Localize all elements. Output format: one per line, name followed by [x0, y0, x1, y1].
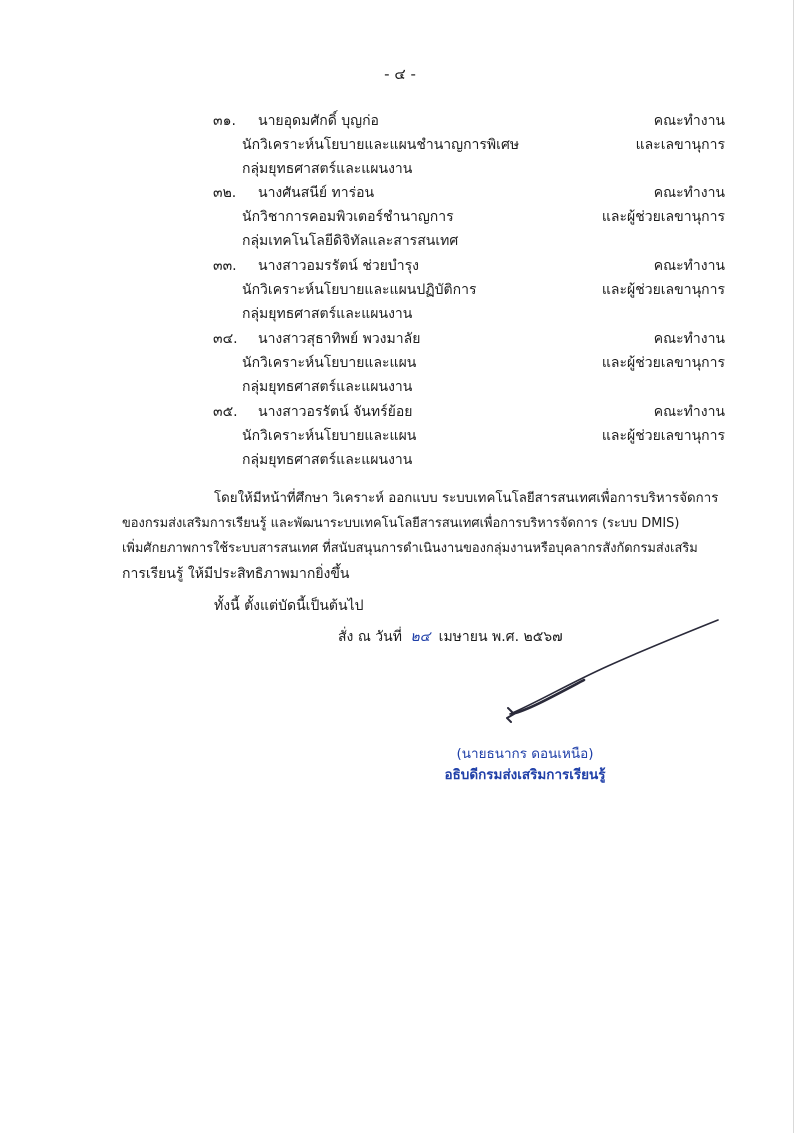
member-position: นักวิเคราะห์นโยบายและแผนชำนาญการพิเศษ [242, 137, 520, 153]
member-name: นายอุดมศักดิ์ บุญก่อ [258, 113, 379, 129]
member-role-secondary: และเลขานุการ [635, 137, 725, 153]
member-number: ๓๓. [213, 258, 237, 274]
order-date-suffix: เมษายน พ.ศ. ๒๕๖๗ [438, 629, 563, 645]
member-number: ๓๑. [213, 113, 236, 129]
member-role-secondary: และผู้ช่วยเลขานุการ [601, 282, 725, 298]
member-role: คณะทำงาน [653, 185, 725, 201]
order-date-day: ๒๔ [410, 629, 431, 645]
member-position: นักวิชาการคอมพิวเตอร์ชำนาญการ [242, 209, 454, 225]
member-name: นางสาวสุธาทิพย์ พวงมาลัย [258, 331, 421, 347]
handwritten-signature [498, 614, 728, 729]
member-group: กลุ่มเทคโนโลยีดิจิทัลและสารสนเทศ [242, 233, 459, 249]
member-role-secondary: และผู้ช่วยเลขานุการ [601, 428, 725, 444]
member-name: นางศันสนีย์ ทาร่อน [258, 185, 375, 201]
member-position: นักวิเคราะห์นโยบายและแผนปฏิบัติการ [242, 282, 477, 298]
member-group: กลุ่มยุทธศาสตร์และแผนงาน [242, 161, 413, 177]
member-number: ๓๒. [213, 185, 237, 201]
member-role-secondary: และผู้ช่วยเลขานุการ [601, 355, 725, 371]
member-number: ๓๕. [213, 404, 238, 420]
member-role: คณะทำงาน [653, 404, 725, 420]
paragraph-line: การเรียนรู้ ให้มีประสิทธิภาพมากยิ่งขึ้น [122, 566, 350, 582]
member-role-secondary: และผู้ช่วยเลขานุการ [601, 209, 725, 225]
member-group: กลุ่มยุทธศาสตร์และแผนงาน [242, 306, 413, 322]
member-role: คณะทำงาน [653, 113, 725, 129]
member-position: นักวิเคราะห์นโยบายและแผน [242, 428, 417, 444]
member-role: คณะทำงาน [653, 258, 725, 274]
member-position: นักวิเคราะห์นโยบายและแผน [242, 355, 417, 371]
paragraph-line: โดยให้มีหน้าที่ศึกษา วิเคราะห์ ออกแบบ ระบบเทคโนโลยีสารสนเทศเพื่อการบริหารจัดการ [214, 491, 719, 506]
member-name: นางสาวอมรรัตน์ ช่วยบำรุง [258, 258, 419, 274]
member-group: กลุ่มยุทธศาสตร์และแผนงาน [242, 379, 413, 395]
paragraph-line: ของกรมส่งเสริมการเรียนรู้ และพัฒนาระบบเทคโนโลยีสารสนเทศเพื่อการบริหารจัดการ (ระบบ DMIS) [122, 516, 680, 531]
member-name: นางสาวอรรัตน์ จันทร์ย้อย [258, 404, 413, 420]
paragraph-line: เพิ่มศักยภาพการใช้ระบบสารสนเทศ ที่สนับสนุนการดำเนินงานของกลุ่มงานหรือบุคลากรสังกัดกรมส่งเสริม [122, 541, 698, 556]
member-number: ๓๔. [213, 331, 238, 347]
page-edge [793, 0, 794, 1133]
effective-statement: ทั้งนี้ ตั้งแต่บัดนี้เป็นต้นไป [214, 598, 364, 614]
order-date-prefix: สั่ง ณ วันที่ [338, 629, 402, 645]
signer-name: (นายธนากร ดอนเหนือ) [456, 746, 594, 762]
member-role: คณะทำงาน [653, 331, 725, 347]
page-number: - ๔ - [384, 65, 416, 83]
member-group: กลุ่มยุทธศาสตร์และแผนงาน [242, 452, 413, 468]
signer-title: อธิบดีกรมส่งเสริมการเรียนรู้ [444, 767, 606, 783]
